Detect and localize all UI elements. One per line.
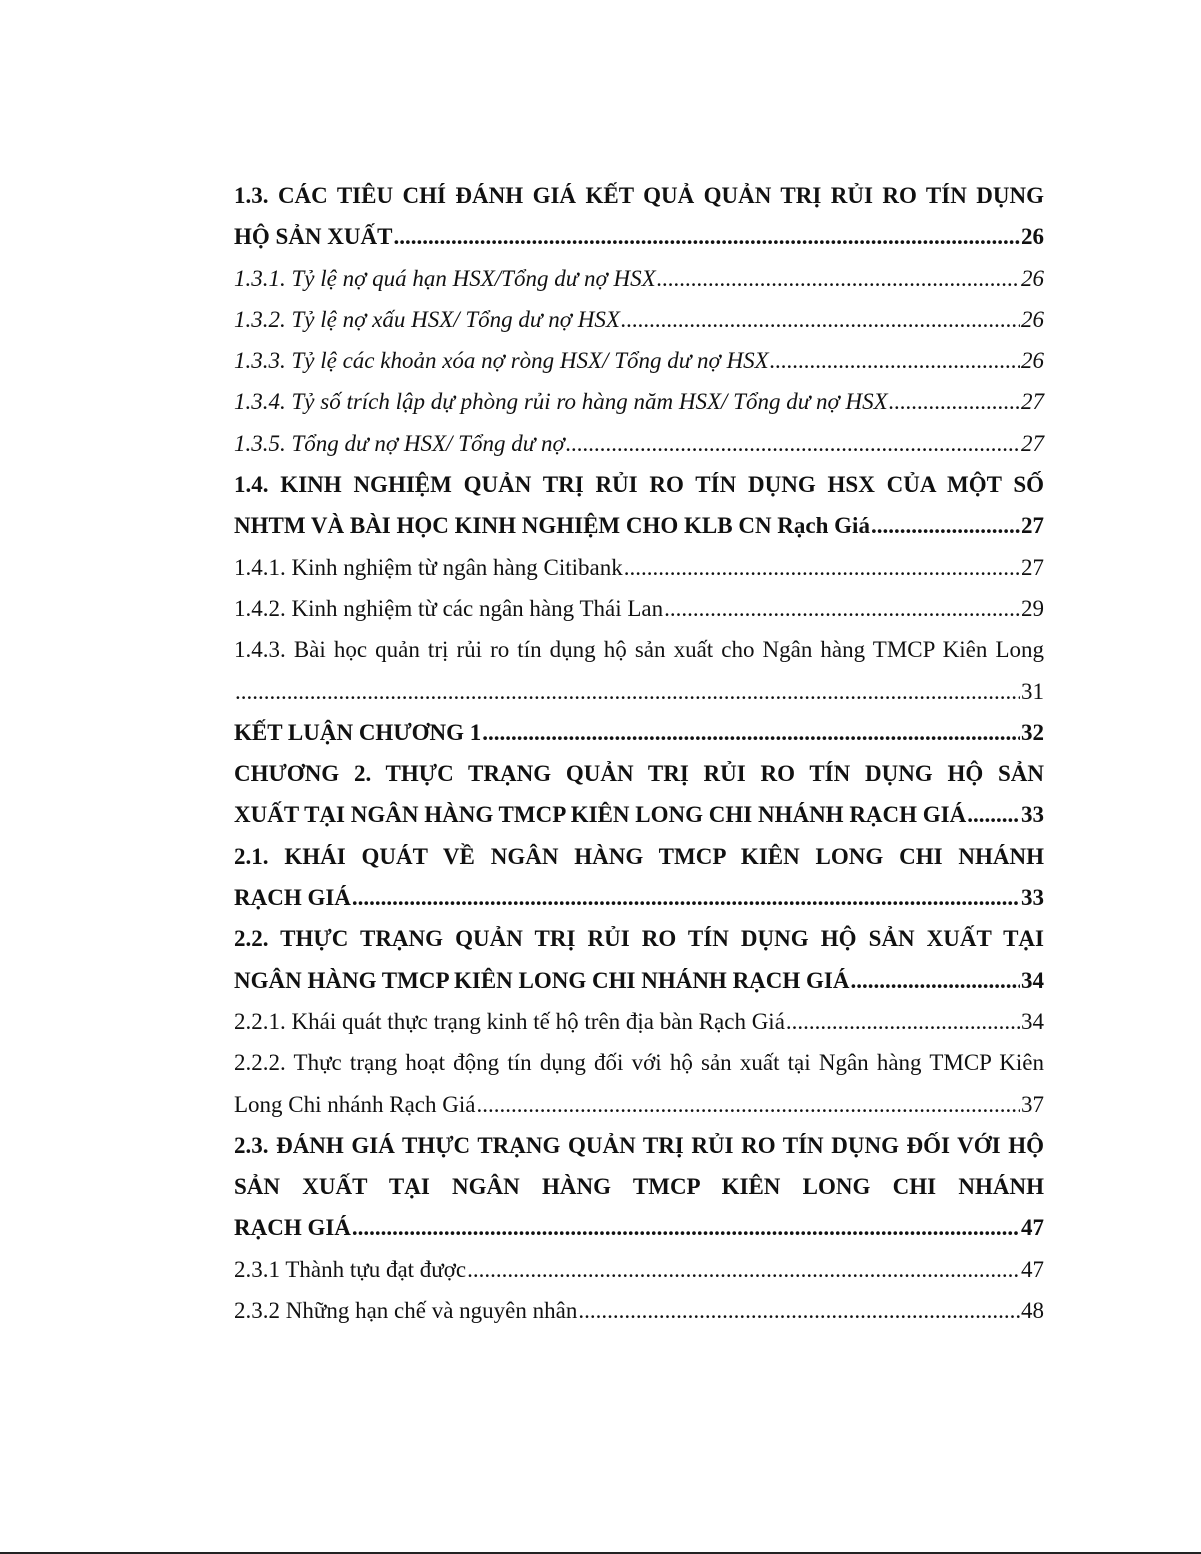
table-of-contents (234, 175, 1044, 1331)
toc-page-number: 31 (1021, 678, 1044, 704)
toc-entry (234, 258, 1044, 299)
toc-page-number: 29 (1021, 595, 1044, 621)
toc-page-number: 27 (1021, 513, 1044, 539)
toc-entry-lead: 1.3. CÁC TIÊU CHÍ ĐÁNH GIÁ KẾT QUẢ QUẢN TRỊ RỦI RO TÍN DỤNG (234, 183, 1044, 208)
toc-entry-line (234, 258, 1044, 299)
toc-dot-leader (657, 258, 1020, 299)
toc-dot-leader (352, 877, 1020, 918)
toc-page-number: 32 (1021, 719, 1044, 745)
toc-entry-line (234, 1084, 1044, 1125)
toc-entry (234, 588, 1044, 629)
toc-page-number: 47 (1021, 1215, 1044, 1241)
toc-entry-title: 2.3.1 Thành tựu đạt được (234, 1256, 467, 1282)
toc-entry-title: RẠCH GIÁ (234, 885, 351, 911)
toc-entry-title: 1.3.5. Tổng dư nợ HSX/ Tổng dư nợ (234, 430, 565, 456)
toc-entry-lead: 2.2.2. Thực trạng hoạt động tín dụng đối với hộ sản xuất tại Ngân hàng TMCP Kiên (234, 1050, 1044, 1076)
toc-entry-title: HỘ SẢN XUẤT (234, 224, 393, 250)
toc-entry-title: 1.3.2. Tỷ lệ nợ xấu HSX/ Tổng dư nợ HSX (234, 306, 620, 332)
toc-entry-title: NGÂN HÀNG TMCP KIÊN LONG CHI NHÁNH RẠCH GIÁ (234, 967, 850, 993)
toc-dot-leader (664, 588, 1020, 629)
toc-dot-leader (770, 340, 1020, 381)
toc-dot-leader (235, 671, 1020, 712)
toc-entry-lead: 2.3. ĐÁNH GIÁ THỰC TRẠNG QUẢN TRỊ RỦI RO TÍN DỤNG ĐỐI VỚI HỘ SẢN XUẤT TẠI NGÂN HÀNG TMCP KIÊN LONG CHI NHÁNH (234, 1132, 1044, 1200)
toc-entry-line (234, 547, 1044, 588)
toc-dot-leader (393, 216, 1020, 257)
toc-entry-title: XUẤT TẠI NGÂN HÀNG TMCP KIÊN LONG CHI NHÁNH RẠCH GIÁ (234, 802, 967, 828)
toc-dot-leader (482, 712, 1020, 753)
toc-page-number: 34 (1021, 1008, 1044, 1034)
toc-entry-line (234, 588, 1044, 629)
toc-entry (234, 340, 1044, 381)
toc-entry (234, 836, 1044, 919)
toc-dot-leader (871, 505, 1020, 546)
toc-page-number: 26 (1021, 224, 1044, 250)
toc-page-number: 27 (1021, 430, 1044, 456)
toc-entry (234, 464, 1044, 547)
toc-entry-title: RẠCH GIÁ (234, 1215, 351, 1241)
toc-entry-line (234, 505, 1044, 546)
toc-page-number: 33 (1021, 885, 1044, 911)
toc-entry-title: 2.2.1. Khái quát thực trạng kinh tế hộ trên địa bàn Rạch Giá (234, 1008, 785, 1034)
toc-entry (234, 918, 1044, 1001)
toc-entry-title: 1.4.1. Kinh nghiệm từ ngân hàng Citibank (234, 554, 623, 580)
toc-entry-title: 1.3.4. Tỷ số trích lập dự phòng rủi ro hàng năm HSX/ Tổng dư nợ HSX (234, 389, 888, 415)
toc-dot-leader (786, 1001, 1020, 1042)
toc-dot-leader (624, 547, 1020, 588)
toc-entry-line (234, 712, 1044, 753)
toc-entry-title: Long Chi nhánh Rạch Giá (234, 1091, 476, 1117)
toc-dot-leader (476, 1084, 1020, 1125)
toc-entry (234, 299, 1044, 340)
toc-page-number: 33 (1021, 802, 1044, 828)
toc-entry (234, 753, 1044, 836)
toc-page-number: 26 (1021, 306, 1044, 332)
toc-entry-title: NHTM VÀ BÀI HỌC KINH NGHIỆM CHO KLB CN Rạch Giá (234, 513, 870, 539)
toc-page-number: 27 (1021, 554, 1044, 580)
toc-entry-line (234, 1249, 1044, 1290)
toc-dot-leader (467, 1249, 1020, 1290)
toc-page-number: 37 (1021, 1091, 1044, 1117)
toc-dot-leader (889, 381, 1020, 422)
toc-entry-title: 1.4.2. Kinh nghiệm từ các ngân hàng Thái Lan (234, 595, 664, 621)
toc-entry-title: 1.3.1. Tỷ lệ nợ quá hạn HSX/Tổng dư nợ HSX (234, 265, 656, 291)
toc-dot-leader (352, 1207, 1020, 1248)
toc-page-number: 26 (1021, 265, 1044, 291)
toc-entry-lead: 1.4. KINH NGHIỆM QUẢN TRỊ RỦI RO TÍN DỤNG HSX CỦA MỘT SỐ (234, 472, 1044, 498)
toc-entry (234, 712, 1044, 753)
toc-page-number: 48 (1021, 1298, 1044, 1324)
toc-entry-line (234, 1207, 1044, 1248)
toc-entry (234, 381, 1044, 422)
toc-entry-lead: 1.4.3. Bài học quản trị rủi ro tín dụng hộ sản xuất cho Ngân hàng TMCP Kiên Long (234, 637, 1044, 663)
toc-entry-lead: CHƯƠNG 2. THỰC TRẠNG QUẢN TRỊ RỦI RO TÍN DỤNG HỘ SẢN (234, 761, 1044, 787)
toc-entry-line (234, 877, 1044, 918)
toc-entry (234, 1001, 1044, 1042)
toc-entry (234, 629, 1044, 712)
toc-entry-line (234, 216, 1044, 257)
toc-dot-leader (578, 1290, 1020, 1331)
toc-entry-line (234, 423, 1044, 464)
toc-page-number: 26 (1021, 348, 1044, 374)
toc-entry (234, 547, 1044, 588)
toc-entry-line (234, 340, 1044, 381)
toc-entry-title: KẾT LUẬN CHƯƠNG 1 (234, 719, 482, 745)
toc-entry-line (234, 1001, 1044, 1042)
toc-page-number: 27 (1021, 389, 1044, 415)
toc-entry-line (234, 794, 1044, 835)
toc-entry-title: 2.3.2 Những hạn chế và nguyên nhân (234, 1298, 578, 1324)
toc-dot-leader (621, 299, 1020, 340)
toc-entry-line (234, 381, 1044, 422)
toc-dot-leader (967, 794, 1020, 835)
toc-entry-lead: 2.1. KHÁI QUÁT VỀ NGÂN HÀNG TMCP KIÊN LONG CHI NHÁNH (234, 843, 1044, 869)
toc-entry-line (234, 671, 1044, 712)
toc-entry (234, 1290, 1044, 1331)
toc-dot-leader (566, 423, 1020, 464)
toc-entry-title: 1.3.3. Tỷ lệ các khoản xóa nợ ròng HSX/ Tổng dư nợ HSX (234, 348, 769, 374)
toc-entry (234, 1125, 1044, 1249)
toc-entry-line (234, 1290, 1044, 1331)
toc-entry (234, 175, 1044, 258)
toc-dot-leader (851, 960, 1021, 1001)
toc-entry-line (234, 960, 1044, 1001)
toc-page-number: 34 (1021, 967, 1044, 993)
toc-entry (234, 1249, 1044, 1290)
toc-entry-line (234, 299, 1044, 340)
toc-entry (234, 423, 1044, 464)
toc-page-number: 47 (1021, 1256, 1044, 1282)
toc-entry-lead: 2.2. THỰC TRẠNG QUẢN TRỊ RỦI RO TÍN DỤNG HỘ SẢN XUẤT TẠI (234, 926, 1044, 952)
toc-entry (234, 1042, 1044, 1125)
